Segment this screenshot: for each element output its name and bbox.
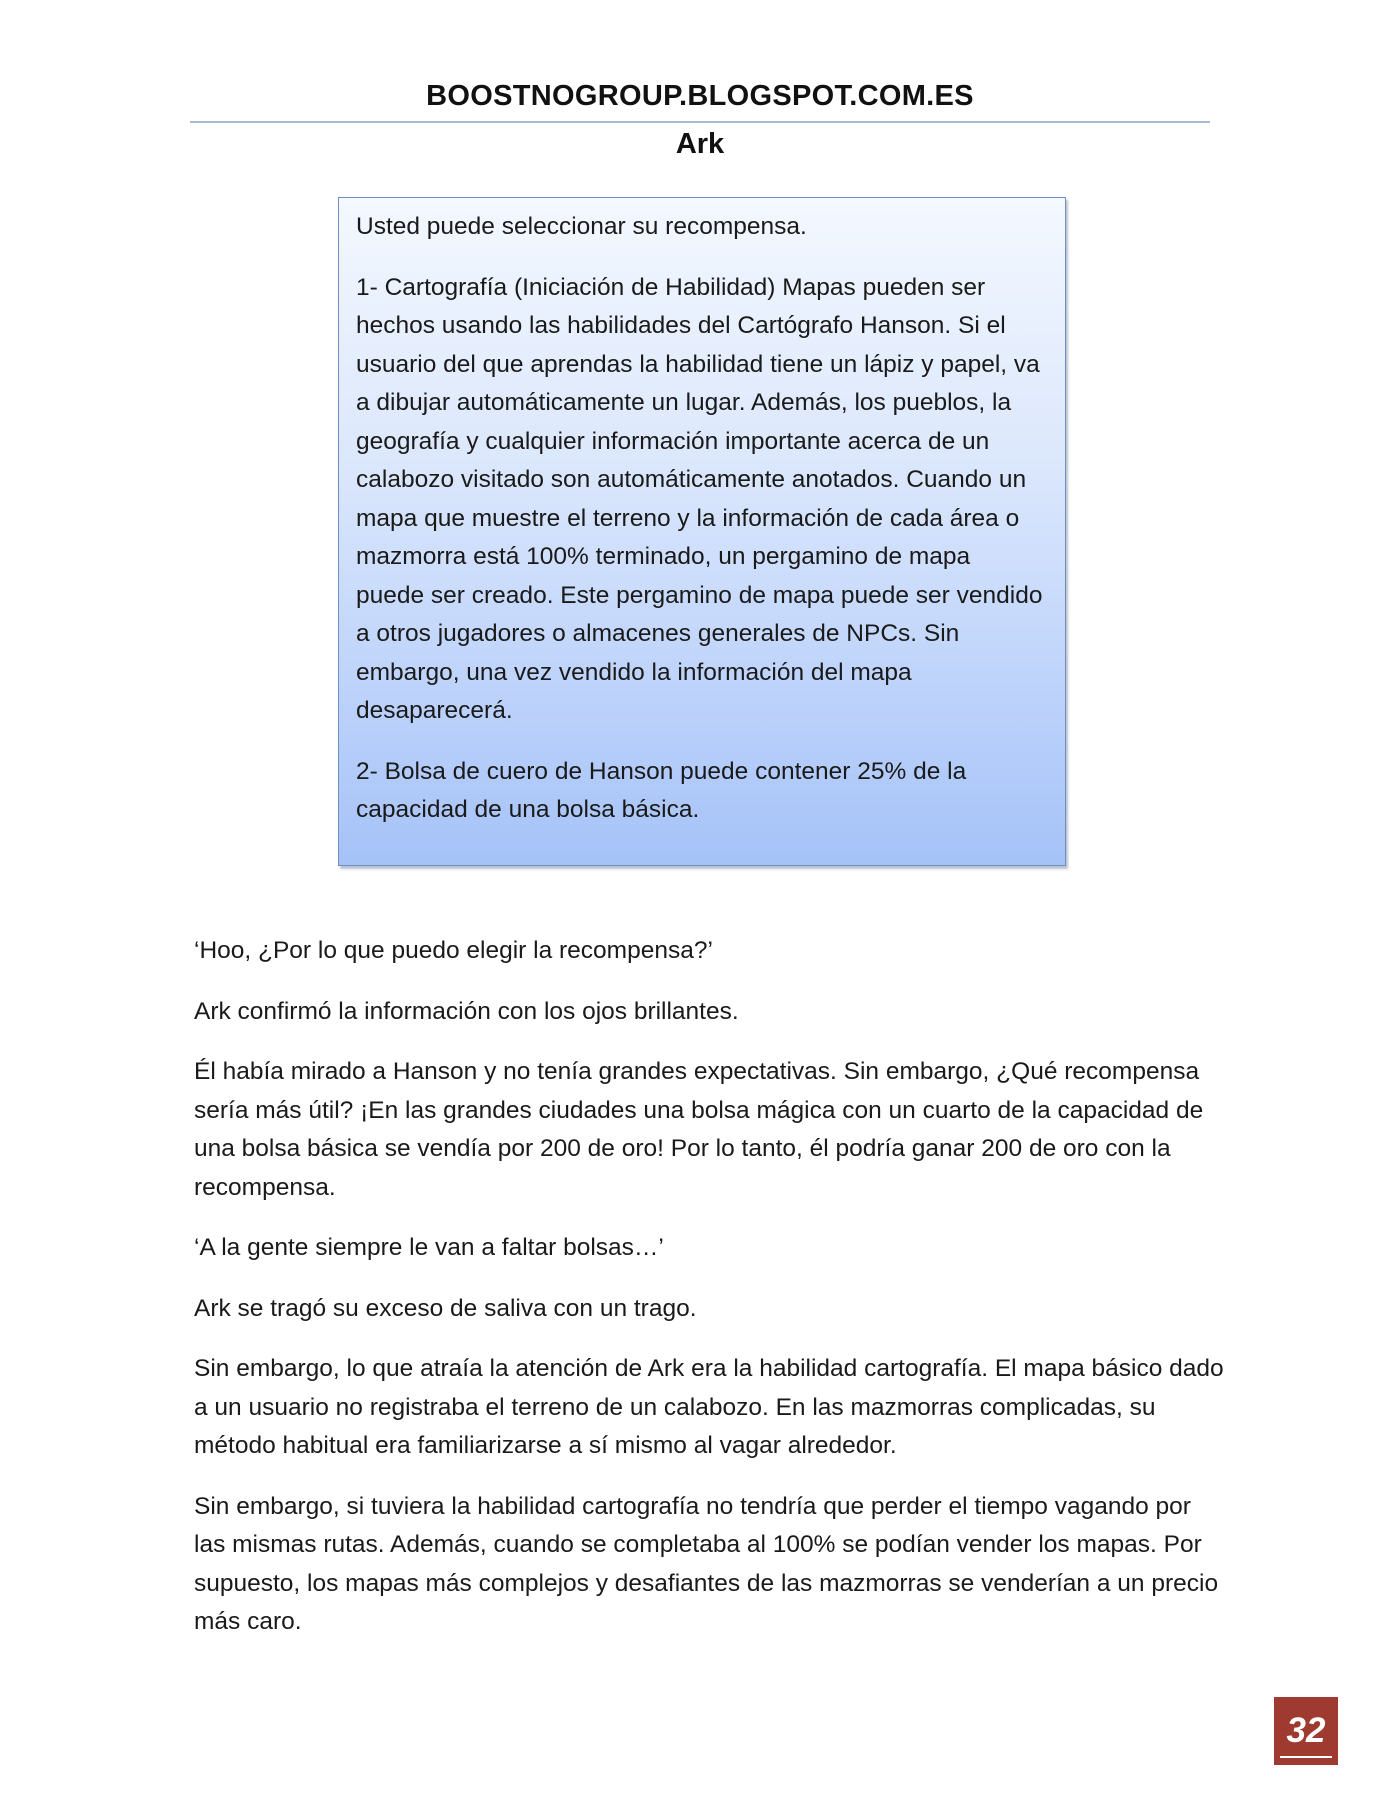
body-paragraph: ‘Hoo, ¿Por lo que puedo elegir la recompensa?’ xyxy=(194,937,713,964)
body-paragraph: Ark se tragó su exceso de saliva con un trago. xyxy=(194,1294,697,1322)
reward-option-cartography: 1- Cartografía (Iniciación de Habilidad) Mapas pueden ser hechos usando las habilidades del Cartógrafo Hanson. Si el usuario del que aprendas la habilidad tiene un lápiz y papel, va a dibujar automáticamente un lugar. Además, los pueblos, la geografía y cualquier información importante acerca de un calabozo visitado son automáticamente anotados. Cuando un mapa que muestre el terreno y la información de cada área o mazmorra está 100% terminado, un pergamino de mapa puede ser creado. Este pergamino de mapa puede ser vendido a otros jugadores o almacenes generales de NPCs. Sin embargo, una vez vendido la información del mapa desaparecerá. xyxy=(356,273,1043,724)
reward-box-intro: Usted puede seleccionar su recompensa. xyxy=(356,213,807,240)
body-paragraph: Sin embargo, lo que atraía la atención de Ark era la habilidad cartografía. El mapa básico dado a un usuario no registraba el terreno de un calabozo. En las mazmorras complicadas, su método habitual era familiarizarse a sí mismo al vagar alrededor. xyxy=(194,1355,1224,1459)
page-number-underline xyxy=(1280,1756,1332,1758)
site-header: BOOSTNOGROUP.BLOGSPOT.COM.ES xyxy=(426,80,974,112)
story-body xyxy=(194,932,1224,1664)
reward-option-leather-bag: 2- Bolsa de cuero de Hanson puede contener 25% de la capacidad de una bolsa básica. xyxy=(356,757,967,823)
body-paragraph: Sin embargo, si tuviera la habilidad cartografía no tendría que perder el tiempo vagando por las mismas rutas. Además, cuando se completaba al 100% se podían vender los mapas. Por supuesto, los mapas más complejos y desafiantes de las mazmorras se venderían a un precio más caro. xyxy=(194,1492,1219,1635)
reward-info-box xyxy=(338,197,1066,866)
body-paragraph: Él había mirado a Hanson y no tenía grandes expectativas. Sin embargo, ¿Qué recompensa sería más útil? ¡En las grandes ciudades una bolsa mágica con un cuarto de la capacidad de una bolsa básica se vendía por 200 de oro! Por lo tanto, él podría ganar 200 de oro con la recompensa. xyxy=(194,1058,1204,1201)
body-paragraph: ‘A la gente siempre le van a faltar bolsas…’ xyxy=(194,1234,664,1261)
header-divider xyxy=(190,121,1210,123)
page-title: Ark xyxy=(675,128,725,160)
body-paragraph: Ark confirmó la información con los ojos brillantes. xyxy=(194,997,739,1025)
page-number-badge: 32 xyxy=(1274,1697,1338,1765)
